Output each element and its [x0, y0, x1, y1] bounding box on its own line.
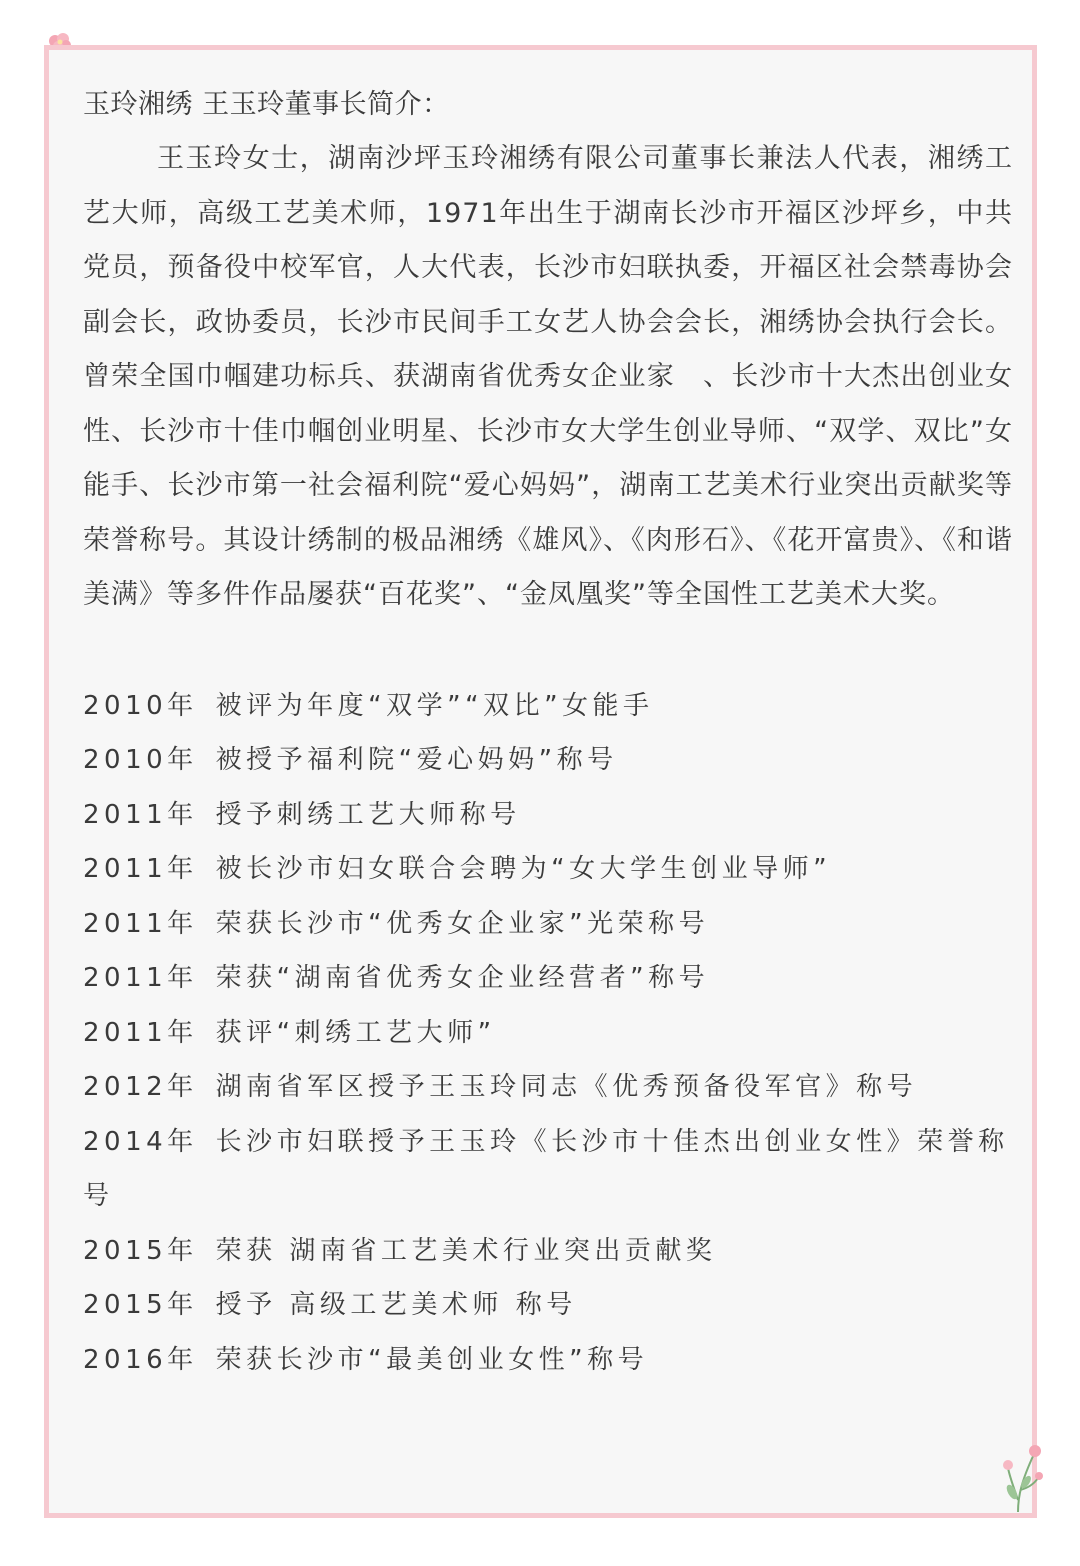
- timeline-year: 2010年: [83, 745, 198, 775]
- timeline-text: 荣获长沙市“最美创业女性”称号: [215, 1344, 649, 1375]
- timeline-year: 2010年: [83, 690, 198, 721]
- timeline-text: 荣获长沙市“优秀女企业家”光荣称号: [215, 908, 710, 939]
- timeline-year: 2016年: [83, 1344, 198, 1375]
- timeline-text: 授予 高级工艺美术师 称号: [215, 1290, 577, 1320]
- timeline-year: 2011年: [83, 854, 198, 884]
- timeline-item: [83, 733, 1013, 788]
- timeline-item: [83, 951, 1013, 1006]
- timeline-item: [83, 1006, 1013, 1061]
- timeline-text: 荣获“湖南省优秀女企业经营者”称号: [215, 963, 710, 993]
- timeline-item: [83, 1224, 1013, 1279]
- flower-sprig-icon: [996, 1440, 1048, 1514]
- timeline-year: 2011年: [83, 799, 198, 830]
- timeline-item: [83, 842, 1013, 897]
- timeline-text: 长沙市妇联授予王玉玲《长沙市十佳杰出创业女性》荣誉称号: [83, 1126, 1009, 1211]
- timeline-item: [83, 1278, 1013, 1333]
- timeline-year: 2011年: [83, 963, 198, 993]
- content-frame: [44, 45, 1037, 1518]
- timeline-text: 获评“刺绣工艺大师”: [215, 1017, 496, 1048]
- timeline-text: 被长沙市妇女联合会聘为“女大学生创业导师”: [215, 854, 832, 884]
- timeline-item: [83, 1115, 1013, 1224]
- article-body: [83, 78, 1013, 1403]
- timeline-text: 荣获 湖南省工艺美术行业突出贡献奖: [215, 1235, 717, 1266]
- timeline-item: [83, 788, 1013, 843]
- timeline-item: [83, 1333, 1013, 1388]
- timeline-text: 被评为年度“双学”“双比”女能手: [215, 690, 654, 721]
- timeline-text: 授予刺绣工艺大师称号: [215, 799, 521, 830]
- biography-paragraph: 王玉玲女士，湖南沙坪玉玲湘绣有限公司董事长兼法人代表，湘绣工艺大师，高级工艺美术师，1971年出生于湖南长沙市开福区沙坪乡，中共党员，预备役中校军官，人大代表，长沙市妇联执委，开福区社会禁毒协会副会长，政协委员，长沙市民间手工女艺人协会会长，湘绣协会执行会长。曾荣全国巾帼建功标兵、获湖南省优秀女企业家 、长沙市十大杰出创业女性、长沙市十佳巾帼创业明星、长沙市女大学生创业导师、“双学、双比”女能手、长沙市第一社会福利院“爱心妈妈”，湖南工艺美术行业突出贡献奖等荣誉称号。其设计绣制的极品湘绣《雄风》、《肉形石》、《花开富贵》、《和谐美满》等多件作品屡获“百花奖”、“金凤凰奖”等全国性工艺美术大奖。: [83, 143, 1013, 610]
- timeline-year: 2014年: [83, 1126, 198, 1157]
- timeline-item: [83, 897, 1013, 952]
- timeline-item: [83, 1060, 1013, 1115]
- timeline-text: 被授予福利院“爱心妈妈”称号: [215, 745, 618, 775]
- timeline-year: 2011年: [83, 1017, 198, 1048]
- timeline-year: 2012年: [83, 1072, 198, 1102]
- page-title: 玉玲湘绣 王玉玲董事长简介：: [83, 89, 450, 120]
- timeline-year: 2015年: [83, 1290, 198, 1320]
- timeline-item: [83, 679, 1013, 734]
- timeline-year: 2015年: [83, 1235, 198, 1266]
- timeline-year: 2011年: [83, 908, 198, 939]
- timeline-text: 湖南省军区授予王玉玲同志《优秀预备役军官》称号: [215, 1072, 918, 1102]
- honors-timeline: [83, 679, 1013, 1388]
